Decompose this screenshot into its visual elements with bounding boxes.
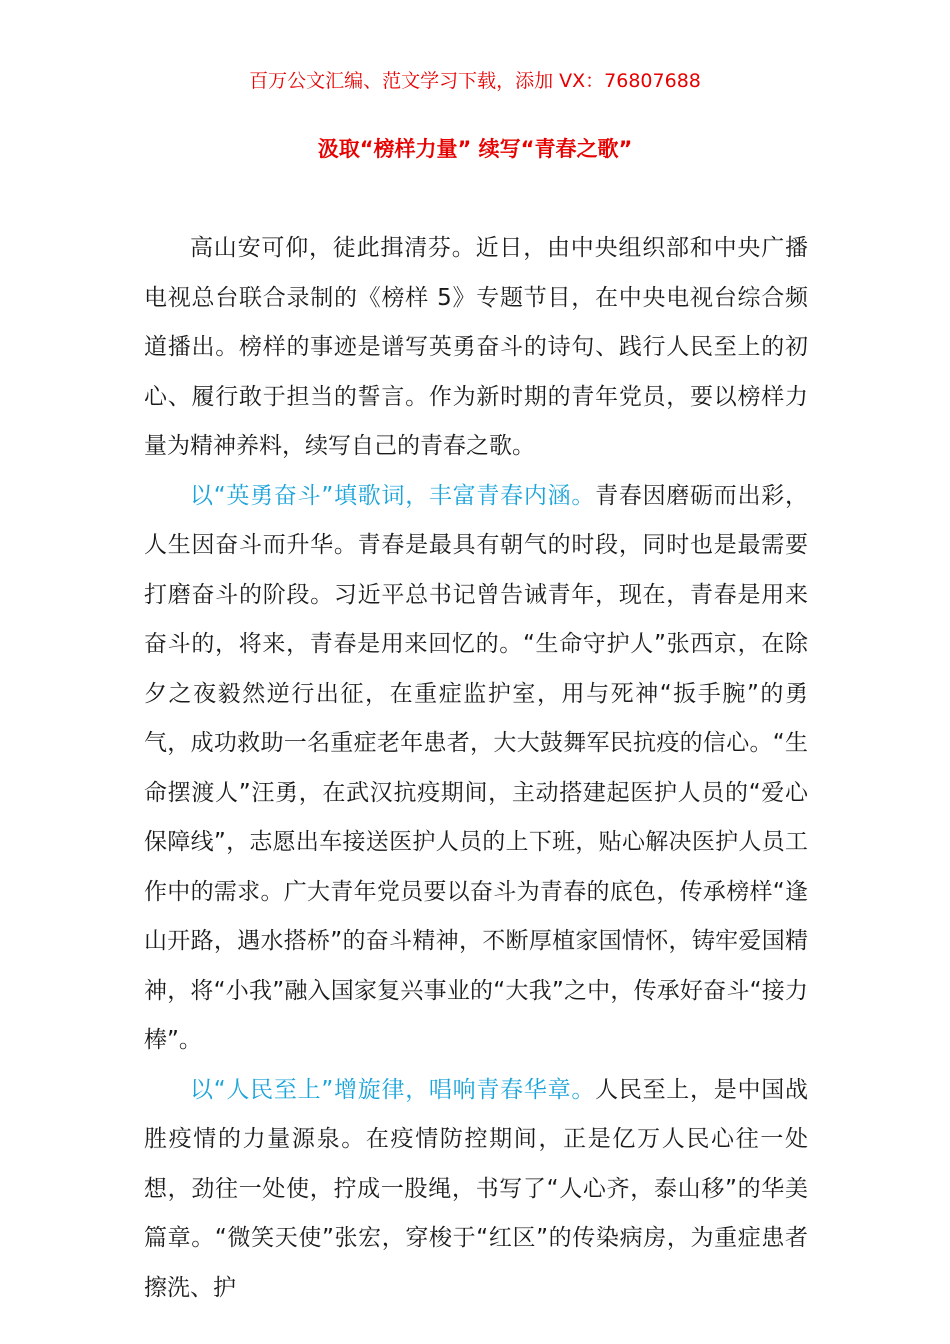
paragraph-lead-heading: 以“英勇奋斗”填歌词，丰富青春内涵。 [190, 482, 596, 509]
paragraph-struggle [144, 472, 808, 1066]
document-body [144, 224, 808, 1313]
paragraph-text: 人民至上，是中国战胜疫情的力量源泉。在疫情防控期间，正是亿万人民心往一处想，劲往一处使，拧成一股绳，书写了“人心齐，泰山移”的华美篇章。“微笑天使”张宏，穿梭于“红区”的传染病房，为重症患者擦洗、护 [144, 1076, 808, 1301]
paragraph-text: 高山安可仰，徒此揖清芬。近日，由中央组织部和中央广播电视总台联合录制的《榜样 5》专题节目，在中央电视台综合频道播出。榜样的事迹是谱写英勇奋斗的诗句、践行人民至上的初心、履行敢于担当的誓言。作为新时期的青年党员，要以榜样力量为精神养料，续写自己的青春之歌。 [144, 235, 808, 459]
document-title: 汲取“榜样力量” 续写“青春之歌” [317, 137, 633, 161]
paragraph-people-first [144, 1066, 808, 1314]
paragraph-lead-heading: 以“人民至上”增旋律，唱响青春华章。 [190, 1076, 596, 1103]
paragraph-text: 青春因磨砺而出彩，人生因奋斗而升华。青春是最具有朝气的时段，同时也是最需要打磨奋斗的阶段。习近平总书记曾告诫青年，现在，青春是用来奋斗的，将来，青春是用来回忆的。“生命守护人”张西京，在除夕之夜毅然逆行出征，在重症监护室，用与死神“扳手腕”的勇气，成功救助一名重症老年患者，大大鼓舞军民抗疫的信心。“生命摆渡人”汪勇，在武汉抗疫期间，主动搭建起医护人员的“爱心保障线”，志愿出车接送医护人员的上下班，贴心解决医护人员工作中的需求。广大青年党员要以奋斗为青春的底色，传承榜样“逢山开路，遇水搭桥”的奋斗精神，不断厚植家国情怀，铸牢爱国精神，将“小我”融入国家复兴事业的“大我”之中，传承好奋斗“接力棒”。 [144, 482, 808, 1053]
paragraph-intro [144, 224, 808, 472]
header-banner: 百万公文汇编、范文学习下载，添加 VX：76807688 [249, 70, 701, 92]
